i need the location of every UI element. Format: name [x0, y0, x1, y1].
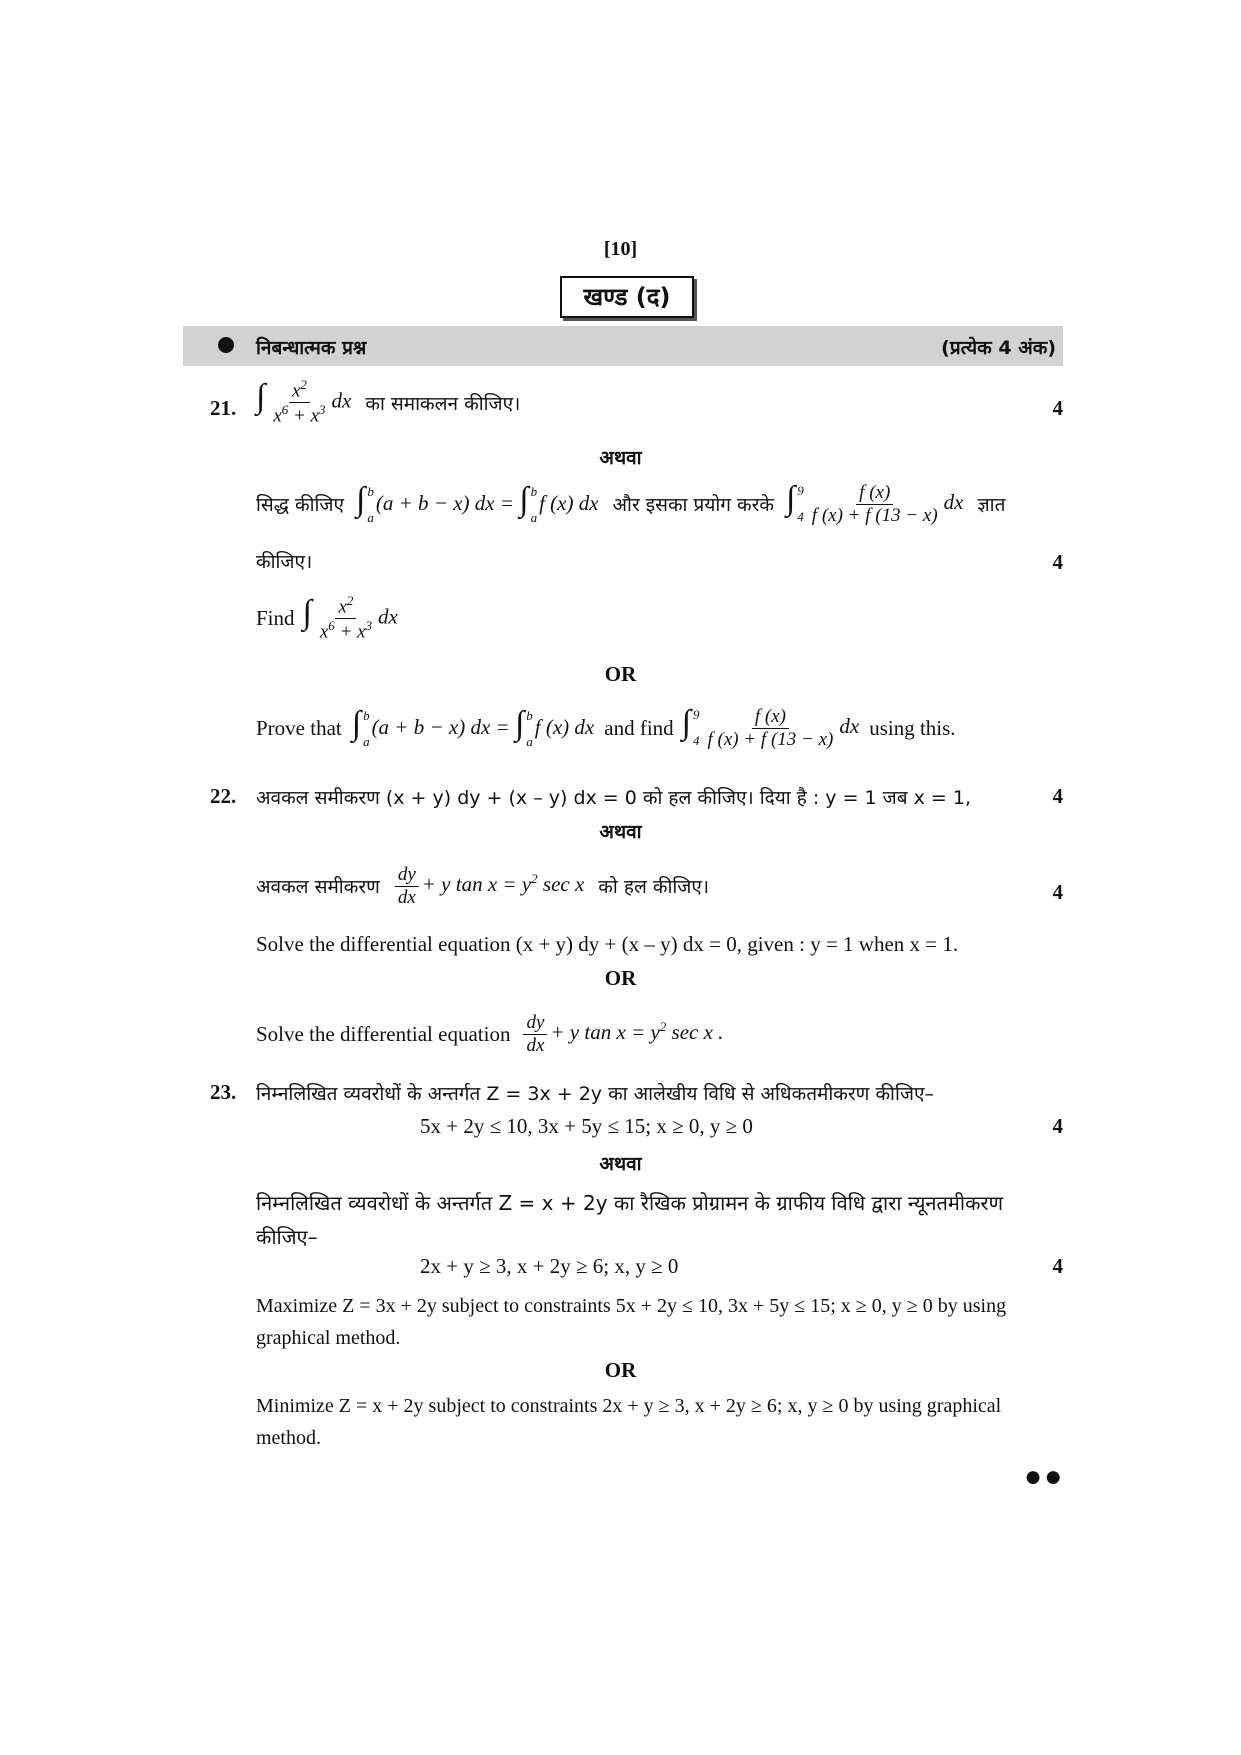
q21-hindi-a-text: का समाकलन कीजिए। [365, 392, 521, 415]
or-hindi-21: अथवा [599, 447, 642, 469]
or-hindi-23: अथवा [599, 1153, 642, 1175]
question-number-21: 21. [210, 396, 237, 420]
q21-english-a-prefix: Find [256, 606, 295, 631]
q21-hindi-b-prefix: सिद्ध कीजिए [256, 494, 345, 517]
q21-english-a [256, 594, 398, 643]
integral-expression: ∫ $\frac{x^2}{x^6 + x^3}$ dx [256, 377, 352, 427]
q22-marks: 4 [1052, 784, 1063, 808]
q22-english-b [256, 1012, 723, 1057]
q21-marks-b: 4 [1052, 550, 1063, 574]
q23-constraints-a: 5x + 2y ≤ 10, 3x + 5y ≤ 15; x ≥ 0, y ≥ 0 [420, 1114, 753, 1138]
bullet-icon [218, 337, 234, 353]
question-number-23: 23. [210, 1080, 237, 1104]
q22-hindi-a: अवकल समीकरण (x + y) dy + (x – y) dx = 0 को हल कीजिए। दिया है : y = 1 जब x = 1, [256, 787, 972, 809]
q23-english-b: Minimize Z = x + 2y subject to constraints 2x + y ≥ 3, x + 2y ≥ 6; x, y ≥ 0 by using graphical method. [256, 1395, 1002, 1449]
q21-english-b-prefix: Prove that [256, 715, 342, 740]
section-title: खण्ड (द) [560, 276, 694, 318]
integral-expression-en: ∫ $\frac{x^2}{x^6 + x^3}$ dx [302, 593, 398, 643]
or-hindi-22: अथवा [599, 821, 642, 843]
definite-integral-expression: ∫ 9 4 $\frac{f (x)}{f (x) + f (13 - x)}$ dx [785, 480, 964, 526]
q22-english-a: Solve the differential equation (x + y) dy + (x – y) dx = 0, given : y = 1 when x = 1. [256, 932, 959, 956]
q22-hindi-b-suffix: को हल कीजिए। [598, 876, 710, 899]
property-expression: ∫ b a (a + b − x) dx = ∫ b a f (x) dx [356, 480, 599, 525]
bernoulli-equation-en: $\frac{dy}{dx}$ + y $\tan x = y^2$ sec x . [520, 1012, 723, 1057]
bernoulli-equation: $\frac{dy}{dx}$ + y $\tan x = y^2$ sec x [392, 864, 584, 909]
section-header-title: निबन्धात्मक प्रश्न [256, 337, 367, 359]
definite-integral-expression-en: ∫ 9 4 $\frac{f (x)}{f (x) + f (13 - x)}$ dx [681, 704, 860, 750]
q23-constraints-b: 2x + y ≥ 3, x + 2y ≥ 6; x, y ≥ 0 [420, 1254, 679, 1278]
section-header-marks: (प्रत्येक 4 अंक) [941, 337, 1056, 359]
or-english-23: OR [604, 1358, 637, 1382]
q23-marks-b: 4 [1052, 1254, 1063, 1278]
q21-english-b-suffix: using this. [869, 715, 956, 740]
q23-marks: 4 [1052, 1114, 1063, 1138]
q21-english-b [256, 706, 956, 751]
q22-hindi-b-prefix: अवकल समीकरण [256, 876, 380, 899]
or-english-21: OR [604, 662, 637, 686]
q23-hindi-b: निम्नलिखित व्यवरोधों के अन्तर्गत Z = x + 2y का रैखिक प्रोग्रामन के ग्राफीय विधि द्वारा न्यूनतमीकरण कीजिए– [256, 1191, 1004, 1249]
q22-marks-b: 4 [1052, 880, 1063, 904]
q21-marks: 4 [1052, 396, 1063, 420]
q21-hindi-a [256, 378, 520, 427]
q21-hindi-b-mid: और इसका प्रयोग करके [612, 494, 774, 517]
footer-dots: ●● [1024, 1460, 1065, 1493]
q21-hindi-b-suffix: ज्ञात [977, 494, 1006, 517]
or-english-22: OR [604, 966, 637, 990]
q21-hindi-b-cont: कीजिए। [256, 551, 313, 573]
q22-english-b-prefix: Solve the differential equation [256, 1021, 511, 1046]
property-expression-en: ∫ b a (a + b − x) dx = ∫ b a f (x) dx [351, 704, 595, 749]
page-number: [10] [603, 238, 638, 260]
q23-english-a: Maximize Z = 3x + 2y subject to constraints 5x + 2y ≤ 10, 3x + 5y ≤ 15; x ≥ 0, y ≥ 0 by using graphical method. [256, 1295, 1007, 1349]
q22-hindi-b [256, 864, 709, 909]
q23-hindi-a: निम्नलिखित व्यवरोधों के अन्तर्गत Z = 3x + 2y का आलेखीय विधि से अधिकतमीकरण कीजिए– [256, 1083, 934, 1105]
q21-english-b-mid: and find [604, 715, 674, 740]
question-number-22: 22. [210, 784, 237, 808]
q21-hindi-b [256, 482, 1005, 527]
